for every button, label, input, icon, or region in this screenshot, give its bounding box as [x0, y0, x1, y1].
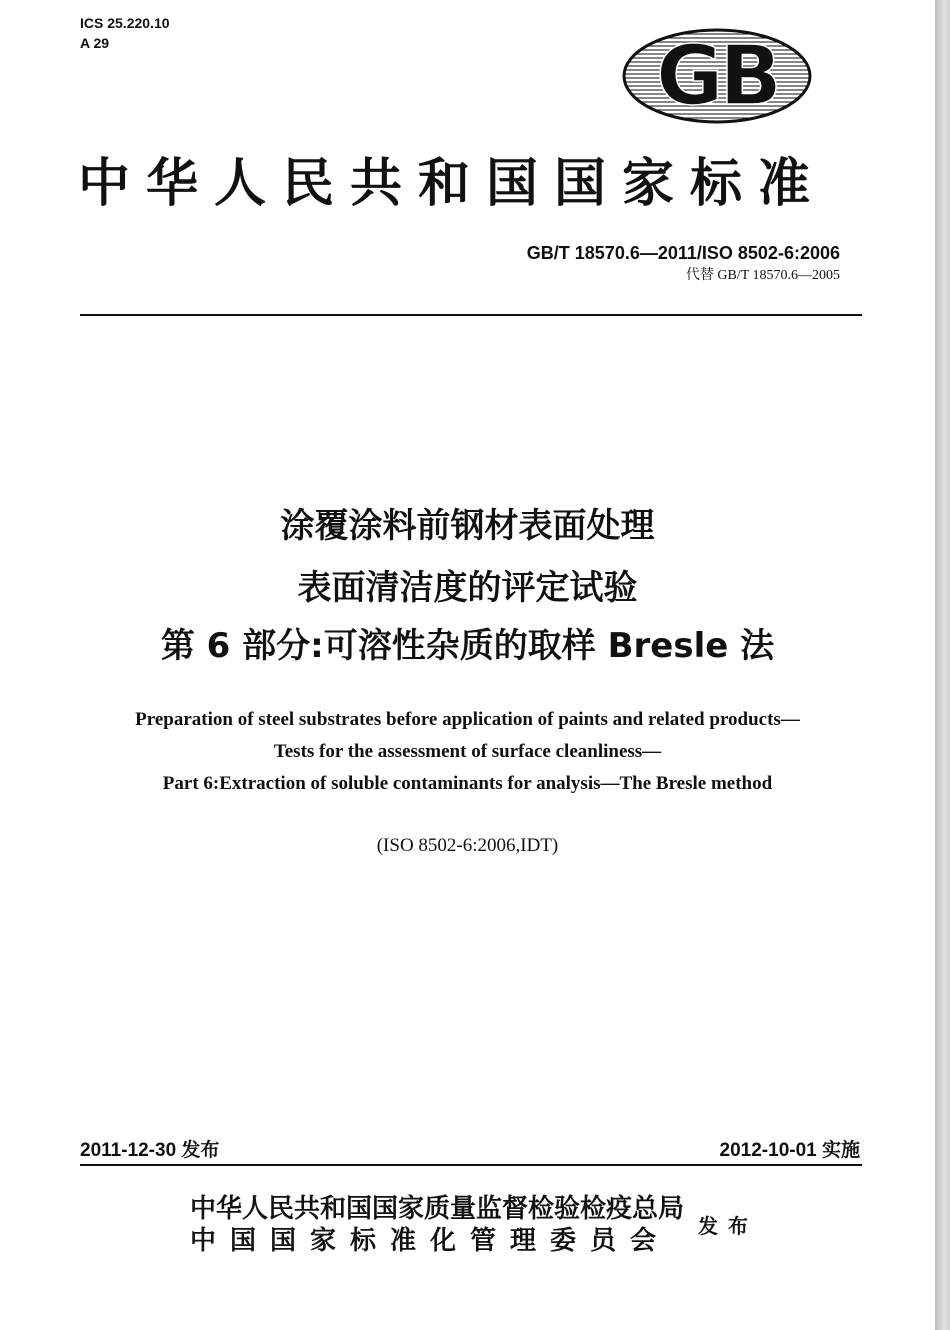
- page-edge-shadow: [935, 0, 950, 1330]
- title-cn-line3: 第 6 部分:可溶性杂质的取样 Bresle 法: [160, 626, 775, 666]
- iso-equivalence: (ISO 8502-6:2006,IDT): [376, 835, 559, 856]
- title-en-line1: Preparation of steel substrates before application of paints and related products—: [135, 709, 800, 730]
- ccs-code: A 29: [80, 35, 110, 51]
- issuer-aqsiq: 中华人民共和国国家质量监督检验检疫总局: [190, 1194, 685, 1224]
- footer-divider: [80, 1164, 862, 1166]
- title-cn-line1: 涂覆涂料前钢材表面处理: [280, 506, 655, 546]
- issue-date: 2011-12-30 发布: [80, 1140, 220, 1161]
- title-en-line2: Tests for the assessment of surface cleanliness—: [273, 741, 662, 762]
- title-cn-line2: 表面清洁度的评定试验: [297, 568, 638, 608]
- title-en-line3: Part 6:Extraction of soluble contaminants for analysis—The Bresle method: [162, 773, 773, 794]
- ics-code: ICS 25.220.10: [80, 15, 170, 31]
- gb-logo-text: GB: [656, 29, 778, 124]
- implementation-date: 2012-10-01 实施: [719, 1140, 860, 1161]
- issuer-sac: 中国国家标准化管理委员会: [190, 1226, 671, 1256]
- national-standard-title: 中华人民共和国国家标准: [78, 153, 827, 214]
- publish-label: 发布: [698, 1214, 758, 1238]
- standard-number: GB/T 18570.6—2011/ISO 8502-6:2006: [526, 243, 840, 263]
- gb-logo: [622, 28, 812, 124]
- header-divider: [80, 314, 862, 316]
- replaced-standard: 代替 GB/T 18570.6—2005: [685, 268, 840, 283]
- classification-codes: [80, 13, 170, 53]
